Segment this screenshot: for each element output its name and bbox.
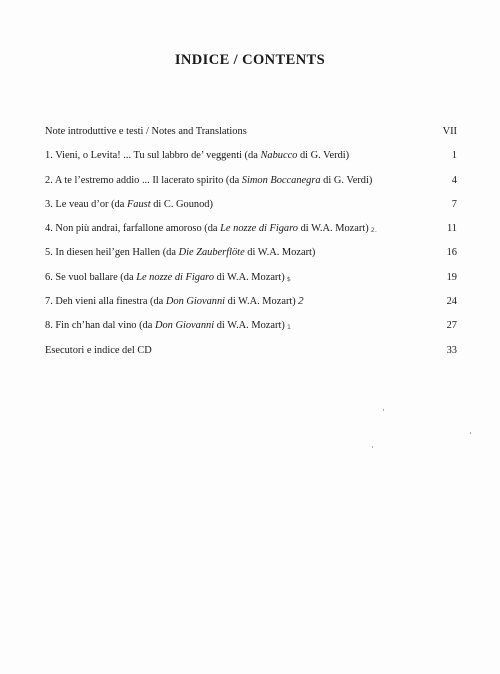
toc-entry-text: Note introduttive e testi / Notes and Translations [45,126,247,137]
pencil-mark: 2. [370,226,377,235]
composer: di W.A. Mozart) [214,271,285,283]
toc-page-number: 24 [446,296,457,308]
toc-entry-text [45,199,213,210]
toc-page-number: VII [442,126,457,137]
entry-title: 2. A te l’estremo addio ... Il lacerato spirito (da [45,174,242,186]
work-title: Don Giovanni [154,320,215,332]
toc-entry-2 [45,175,457,199]
entry-title: 5. In diesen heil’gen Hallen (da [45,247,179,259]
work-title: Le nozze di Figaro [136,271,215,283]
entry-title: 7. Deh vieni alla finestra (da [45,296,166,308]
toc-entry-text [45,296,304,307]
composer: di C. Gounod) [150,198,213,210]
composer: di G. Verdi) [297,150,350,162]
pencil-mark: $ [286,274,291,283]
page-title: INDICE / CONTENTS [174,52,326,68]
work-title: Le nozze di Figaro [220,223,298,235]
entry-title: 1. Vieni, o Levita! ... Tu sul labbro de’ veggenti (da [45,150,261,162]
toc-entry-text: Esecutori e indice del CD [45,344,152,356]
toc-page-number: 4 [451,174,457,186]
toc-entry-text [45,272,291,283]
toc-entry-text [45,175,372,186]
composer: di W.A. Mozart) [225,296,296,308]
composer: di W.A. Mozart) [297,223,369,235]
toc-entry-text [45,223,377,234]
entry-title: 4. Non più andrai, farfallone amoroso (da [45,223,221,235]
toc-page-number: 19 [446,271,457,283]
toc-page-number: 7 [451,198,457,210]
toc-entry-4 [45,223,457,247]
toc-entry-text [45,150,349,161]
toc-entry-7 [45,296,457,320]
toc-entry-6 [45,272,457,296]
toc-entry-cd [45,345,457,369]
toc-entry-notes [45,126,457,150]
toc-entry-text [45,247,315,258]
toc-page-number: 33 [446,344,457,356]
toc-page-number: 1 [451,150,457,162]
work-title: Simon Boccanegra [241,174,321,186]
composer: di G. Verdi) [320,174,373,186]
toc-page-number: 27 [446,320,457,332]
toc-entry-3 [45,199,457,223]
entry-title: 6. Se vuol ballare (da [45,271,137,283]
work-title: Nabucco [260,150,298,162]
composer: di W.A. Mozart) [214,320,285,332]
paper-speck [383,409,384,411]
work-title: Don Giovanni [165,296,226,308]
toc-page-number: 16 [446,247,457,259]
paper-speck [470,432,471,434]
table-of-contents [45,126,457,369]
entry-title: 8. Fin ch’han dal vino (da [45,320,155,332]
paper-speck [372,446,373,448]
toc-entry-1 [45,150,457,174]
entry-title: 3. Le veau d’or (da [45,198,127,210]
composer: di W.A. Mozart) [244,247,316,259]
toc-entry-5 [45,247,457,271]
toc-entry-text [45,320,291,331]
pencil-mark: 2 [297,296,305,308]
work-title: Die Zauberflöte [178,247,245,259]
pencil-mark: 1 [286,323,291,332]
toc-entry-8 [45,320,457,344]
toc-page-number: 11 [446,223,457,235]
work-title: Faust [126,198,151,210]
